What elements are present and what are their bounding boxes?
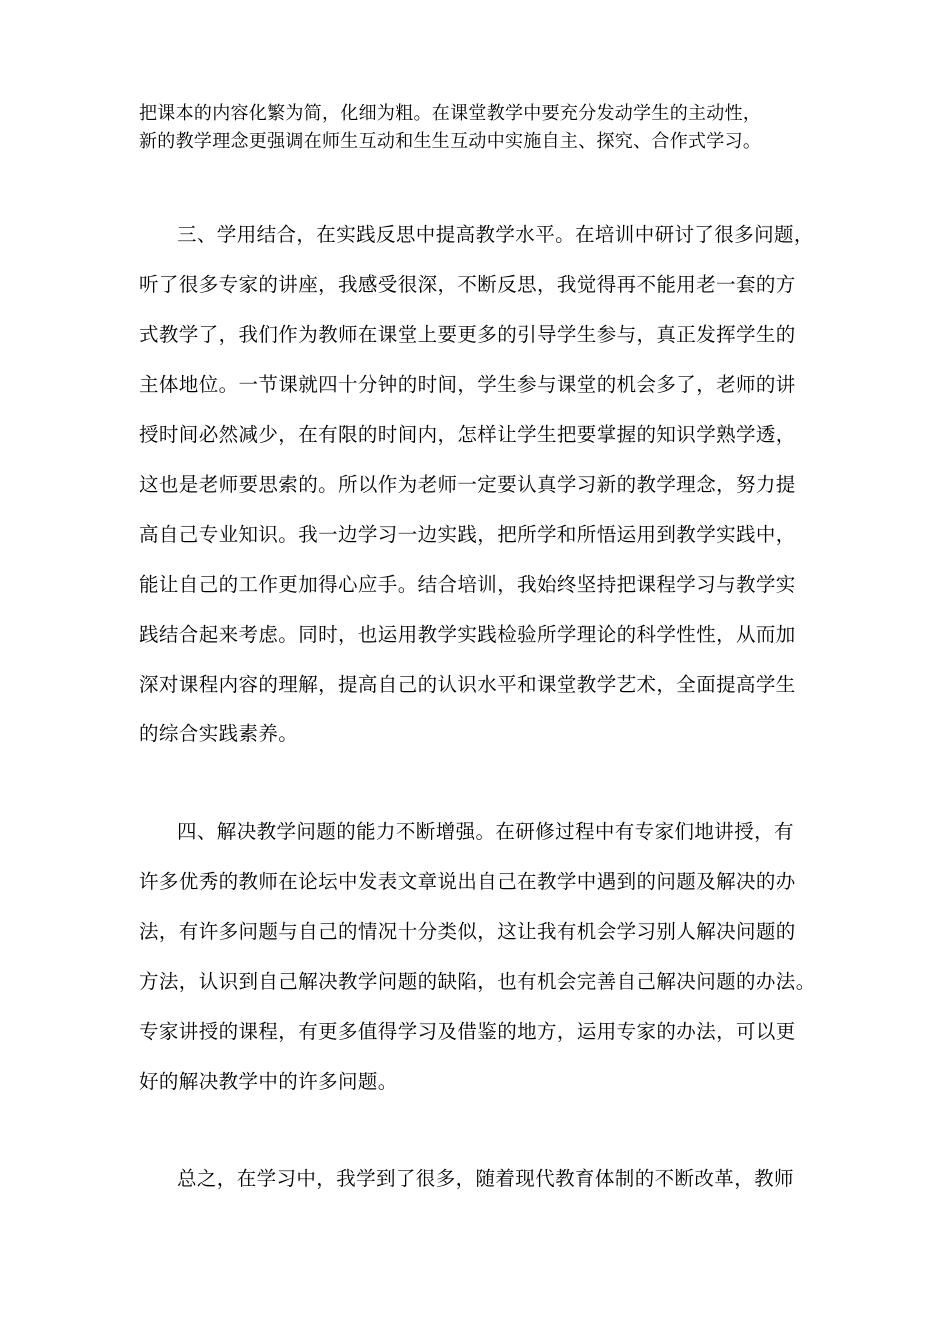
section4-line-6: 好的解决教学中的许多问题。 xyxy=(139,1070,398,1093)
section4-line-3: 法，有许多问题与自己的情况十分类似，这让我有机会学习别人解决问题的 xyxy=(139,920,796,943)
section3-line-6: 这也是老师要思索的。所以作为老师一定要认真学习新的教学理念，努力提 xyxy=(139,473,796,496)
section3-line-11: 的综合实践素养。 xyxy=(139,722,299,745)
section4-line-4: 方法，认识到自己解决教学问题的缺陷，也有机会完善自己解决问题的办法。 xyxy=(139,970,816,993)
section3-line-3: 式教学了，我们作为教师在课堂上要更多的引导学生参与，真正发挥学生的 xyxy=(139,323,796,346)
section3-line-5: 授时间必然减少，在有限的时间内，怎样让学生把要掌握的知识学熟学透， xyxy=(139,423,796,446)
section3-line-10: 深对课程内容的理解，提高自己的认识水平和课堂教学艺术，全面提高学生 xyxy=(139,673,796,696)
section4-line-5: 专家讲授的课程，有更多值得学习及借鉴的地方，运用专家的办法，可以更 xyxy=(139,1020,796,1043)
intro-line-1: 把课本的内容化繁为简，化细为粗。在课堂教学中要充分发动学生的主动性， xyxy=(139,103,762,124)
intro-line-2: 新的教学理念更强调在师生互动和生生互动中实施自主、探究、合作式学习。 xyxy=(139,131,762,152)
section3-line-7: 高自己专业知识。我一边学习一边实践，把所学和所悟运用到教学实践中， xyxy=(139,523,796,546)
conclusion-line-1: 总之，在学习中，我学到了很多，随着现代教育体制的不断改革，教师 xyxy=(177,1167,794,1190)
section3-line-2: 听了很多专家的讲座，我感受很深，不断反思，我觉得再不能用老一套的方 xyxy=(139,273,796,296)
section4-line-2: 许多优秀的教师在论坛中发表文章说出自己在教学中遇到的问题及解决的办 xyxy=(139,870,796,893)
section3-line-1: 三、学用结合，在实践反思中提高教学水平。在培训中研讨了很多问题， xyxy=(177,223,814,246)
section3-line-9: 践结合起来考虑。同时，也运用教学实践检验所学理论的科学性性，从而加 xyxy=(139,623,796,646)
section3-line-8: 能让自己的工作更加得心应手。结合培训，我始终坚持把课程学习与教学实 xyxy=(139,573,796,596)
section4-line-1: 四、解决教学问题的能力不断增强。在研修过程中有专家们地讲授，有 xyxy=(177,820,794,843)
section3-line-4: 主体地位。一节课就四十分钟的时间，学生参与课堂的机会多了，老师的讲 xyxy=(139,373,796,396)
